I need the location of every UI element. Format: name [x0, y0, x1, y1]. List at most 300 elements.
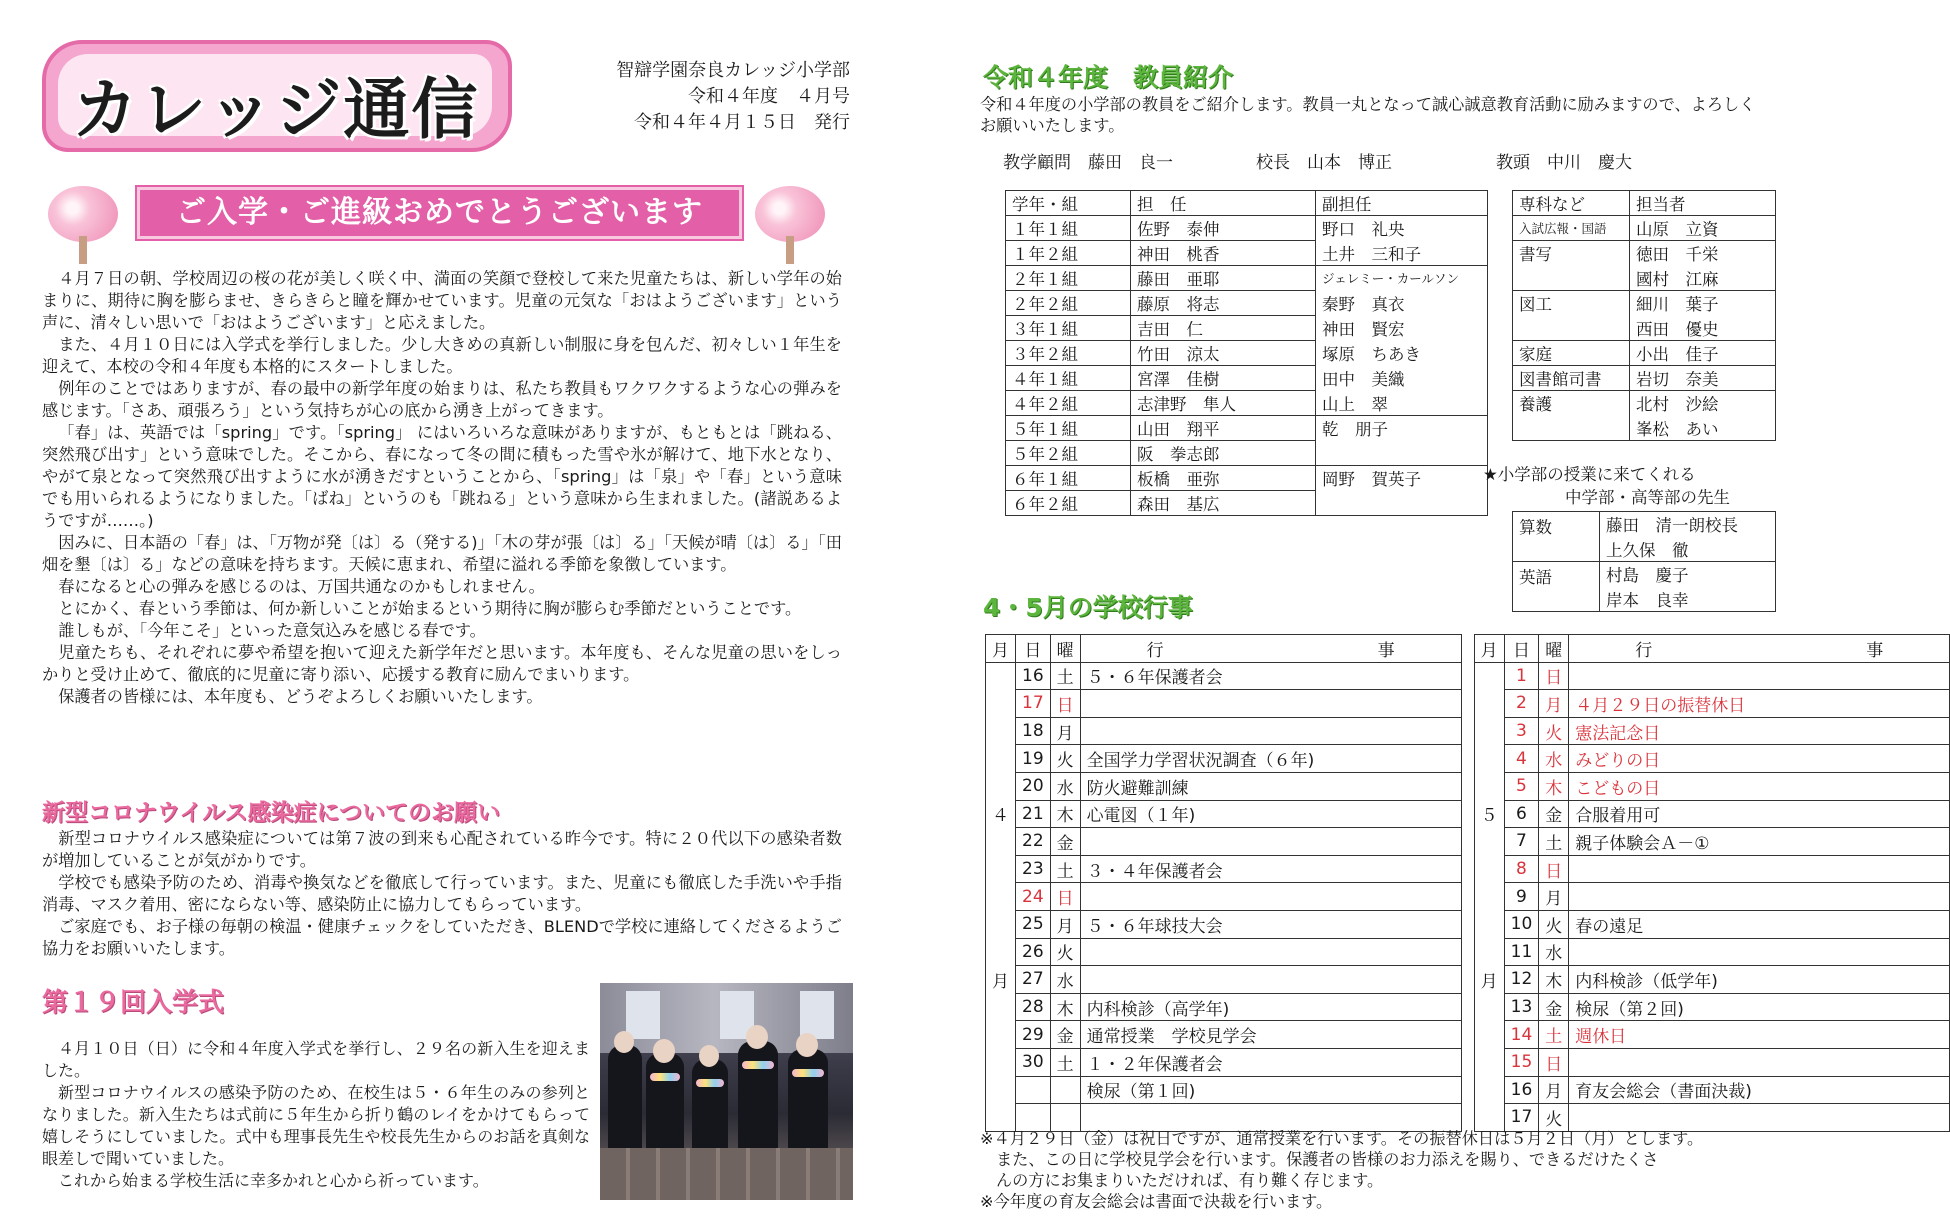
- weekday-cell: 月: [1539, 883, 1569, 911]
- weekday-cell: 日: [1539, 662, 1569, 690]
- left-page: [0, 0, 900, 1232]
- column-header: 学年・組: [1006, 191, 1131, 216]
- month-cell: [986, 938, 1016, 966]
- event-cell: [1080, 717, 1461, 745]
- table-row: [986, 938, 1950, 966]
- month-cell: [1474, 1048, 1504, 1076]
- column-gap: [1461, 662, 1474, 690]
- visiting-teachers-note: [1483, 463, 1783, 509]
- day-cell: 10: [1504, 910, 1539, 938]
- weekday-cell: 火: [1539, 717, 1569, 745]
- assistant-cell: ジェレミー・カールソン: [1316, 266, 1488, 291]
- event-cell: 検尿（第１回): [1080, 1076, 1461, 1104]
- column-header: 月: [986, 635, 1016, 663]
- month-cell: [986, 690, 1016, 718]
- table-row: [1006, 441, 1488, 466]
- subject-cell: 英語: [1513, 562, 1600, 612]
- table-header-row: [1513, 191, 1776, 216]
- day-cell: [1016, 1076, 1051, 1104]
- leader-advisor: 教学顧問 藤田 良一: [1003, 153, 1173, 173]
- column-header: 専科など: [1513, 191, 1630, 216]
- subject-cell: [1513, 266, 1630, 291]
- column-header: 月: [1474, 635, 1504, 663]
- day-cell: 6: [1504, 800, 1539, 828]
- event-cell: 心電図（１年): [1080, 800, 1461, 828]
- table-row: [986, 993, 1950, 1021]
- class-cell: ３年１組: [1006, 316, 1131, 341]
- column-gap: [1461, 717, 1474, 745]
- event-cell: [1080, 966, 1461, 994]
- column-gap: [1461, 1048, 1474, 1076]
- event-cell: みどりの日: [1569, 745, 1950, 773]
- month-cell: [1474, 662, 1504, 690]
- teacher-cell: 岸本 良幸: [1600, 587, 1776, 612]
- teacher-cell: 岩切 奈美: [1630, 366, 1776, 391]
- table-row: [986, 690, 1950, 718]
- column-header: 曜: [1539, 635, 1569, 663]
- column-gap: [1461, 938, 1474, 966]
- teacher-cell: 森田 基広: [1131, 491, 1316, 516]
- table-row: [986, 800, 1950, 828]
- assistant-cell: [1316, 441, 1488, 466]
- table-row: [986, 745, 1950, 773]
- event-cell: [1569, 855, 1950, 883]
- assistant-cell: 神田 賢宏: [1316, 316, 1488, 341]
- teacher-cell: 志津野 隼人: [1131, 391, 1316, 416]
- weekday-cell: 月: [1050, 717, 1080, 745]
- table-row: [986, 855, 1950, 883]
- table-row: [1513, 241, 1776, 266]
- table-header-row: [986, 635, 1950, 663]
- weekday-cell: 木: [1539, 772, 1569, 800]
- day-cell: 1: [1504, 662, 1539, 690]
- day-cell: 12: [1504, 966, 1539, 994]
- day-cell: 17: [1016, 690, 1051, 718]
- staff-intro: 令和４年度の小学部の教員をご紹介します。教員一丸となって誠心誠意教育活動に励みますので、よろしくお願いいたします。: [980, 95, 1756, 135]
- weekday-cell: 木: [1050, 993, 1080, 1021]
- event-cell: 週休日: [1569, 1021, 1950, 1049]
- table-row: [1006, 316, 1488, 341]
- day-cell: 18: [1016, 717, 1051, 745]
- subject-cell: 図工: [1513, 291, 1630, 316]
- class-cell: ４年１組: [1006, 366, 1131, 391]
- subject-cell: [1513, 416, 1630, 441]
- class-cell: ６年１組: [1006, 466, 1131, 491]
- teacher-cell: 村島 慶子: [1600, 562, 1776, 587]
- table-row: [986, 1021, 1950, 1049]
- column-gap: [1461, 883, 1474, 911]
- table-header-row: [1006, 191, 1488, 216]
- table-row: [986, 662, 1950, 690]
- teacher-cell: 小出 佳子: [1630, 341, 1776, 366]
- month-cell: [1474, 993, 1504, 1021]
- class-cell: ５年２組: [1006, 441, 1131, 466]
- assistant-cell: 野口 礼央: [1316, 216, 1488, 241]
- day-cell: 27: [1016, 966, 1051, 994]
- weekday-cell: 日: [1539, 1048, 1569, 1076]
- table-row: [1513, 391, 1776, 416]
- day-cell: 3: [1504, 717, 1539, 745]
- table-row: [1513, 416, 1776, 441]
- paragraph: 保護者の皆様には、本年度も、どうぞよろしくお願いいたします。: [58, 687, 543, 706]
- paragraph: 誰しもが、「今年こそ」といった意気込みを感じる春です。: [58, 621, 486, 640]
- teacher-cell: 徳田 千栄: [1630, 241, 1776, 266]
- month-cell: [986, 772, 1016, 800]
- day-cell: 5: [1504, 772, 1539, 800]
- weekday-cell: 土: [1050, 1048, 1080, 1076]
- leader-principal: 校長 山本 博正: [1256, 153, 1392, 173]
- day-cell: 21: [1016, 800, 1051, 828]
- table-row: [1513, 341, 1776, 366]
- weekday-cell: 土: [1050, 855, 1080, 883]
- subject-cell: 家庭: [1513, 341, 1630, 366]
- month-cell: [986, 993, 1016, 1021]
- entrance-ceremony-heading: 第１９回入学式: [42, 988, 225, 1018]
- day-cell: 13: [1504, 993, 1539, 1021]
- teacher-cell: 北村 沙絵: [1630, 391, 1776, 416]
- corona-article: [42, 828, 842, 960]
- column-gap: [1461, 635, 1474, 663]
- day-cell: 19: [1016, 745, 1051, 773]
- assistant-cell: 土井 三和子: [1316, 241, 1488, 266]
- month-cell: [1474, 717, 1504, 745]
- event-cell: 全国学力学習状況調査（６年): [1080, 745, 1461, 773]
- day-cell: 7: [1504, 828, 1539, 856]
- day-cell: 14: [1504, 1021, 1539, 1049]
- column-gap: [1461, 855, 1474, 883]
- class-cell: ６年２組: [1006, 491, 1131, 516]
- paragraph: 因みに、日本語の「春」は、「万物が発〔は〕る（発する)」「木の芽が張〔は〕る」「天候が晴〔は〕る」「田畑を墾〔は〕る」などの意味を持ちます。天候に恵まれ、希望に溢れる季節を象徴しています。: [42, 533, 842, 574]
- month-cell: [986, 828, 1016, 856]
- footnote-line: ※今年度の育友会総会は書面で決裁を行います。: [980, 1192, 1333, 1211]
- month-cell: [986, 883, 1016, 911]
- table-row: [986, 772, 1950, 800]
- class-cell: １年２組: [1006, 241, 1131, 266]
- event-cell: 育友会総会（書面決裁): [1569, 1076, 1950, 1104]
- greeting-article: [42, 268, 842, 708]
- table-row: [986, 910, 1950, 938]
- weekday-cell: 金: [1050, 1021, 1080, 1049]
- class-cell: ４年２組: [1006, 391, 1131, 416]
- column-header: 行 事: [1569, 635, 1950, 663]
- weekday-cell: 土: [1539, 828, 1569, 856]
- entrance-ceremony-photo: [600, 983, 853, 1200]
- column-header: 担当者: [1630, 191, 1776, 216]
- teacher-cell: 上久保 徹: [1600, 537, 1776, 562]
- assistant-cell: 秦野 真衣: [1316, 291, 1488, 316]
- subject-cell: 算数: [1513, 512, 1600, 562]
- table-row: [1006, 341, 1488, 366]
- column-header: 副担任: [1316, 191, 1488, 216]
- teacher-cell: 阪 拳志郎: [1131, 441, 1316, 466]
- event-cell: [1080, 690, 1461, 718]
- event-cell: 防火避難訓練: [1080, 772, 1461, 800]
- event-cell: ３・４年保護者会: [1080, 855, 1461, 883]
- subject-cell: 書写: [1513, 241, 1630, 266]
- staff-heading: 令和４年度 教員紹介: [983, 63, 1234, 92]
- table-row: [1513, 316, 1776, 341]
- class-cell: ３年２組: [1006, 341, 1131, 366]
- month-cell: [1474, 883, 1504, 911]
- entrance-ceremony-article: [42, 1038, 590, 1192]
- publication-info: [560, 58, 850, 136]
- column-gap: [1461, 1021, 1474, 1049]
- paragraph: ご家庭でも、お子様の毎朝の検温・健康チェックをしていただき、BLENDで学校に連絡してくださるようご協力をお願いいたします。: [42, 917, 842, 958]
- footnote-line: んの方にお集まりいただければ、有り難く存じます。: [996, 1171, 1384, 1190]
- subject-cell: [1513, 316, 1630, 341]
- paragraph: また、４月１０日には入学式を挙行しました。少し大きめの真新しい制服に身を包んだ、初々しい１年生を迎えて、本校の令和４年度も本格的にスタートしました。: [42, 335, 842, 376]
- weekday-cell: 土: [1050, 662, 1080, 690]
- teacher-cell: 藤田 清一朗校長: [1600, 512, 1776, 537]
- month-cell: [986, 1076, 1016, 1104]
- table-row: [986, 1076, 1950, 1104]
- corona-heading: 新型コロナウイルス感染症についてのお願い: [42, 800, 501, 826]
- table-row: [1513, 216, 1776, 241]
- table-row: [1006, 266, 1488, 291]
- assistant-cell: 山上 翠: [1316, 391, 1488, 416]
- day-cell: 2: [1504, 690, 1539, 718]
- event-cell: 内科検診（高学年): [1080, 993, 1461, 1021]
- month-cell: [1474, 772, 1504, 800]
- event-cell: 春の遠足: [1569, 910, 1950, 938]
- month-cell: [1474, 1076, 1504, 1104]
- paragraph: 例年のことではありますが、春の最中の新学年度の始まりは、私たち教員もワクワクするような心の弾みを感じます。「さあ、頑張ろう」という気持ちが心の底から湧き上がってきます。: [42, 379, 842, 420]
- month-cell: [986, 1048, 1016, 1076]
- table-row: [986, 1048, 1950, 1076]
- teacher-cell: 宮澤 佳樹: [1131, 366, 1316, 391]
- event-cell: [1080, 883, 1461, 911]
- column-gap: [1461, 993, 1474, 1021]
- paragraph: 「春」は、英語では「spring」です。「spring」 にはいろいろな意味がありますが、もともとは「跳ねる、突然飛び出す」という意味でした。そこから、春になって冬の間に積もった雪や氷が解けて、地下水となり、やがて泉となって突然飛び出すように水が湧きだすということから、「spring」は「泉」や「春」という意味でも用いられるようになりました。「ばね」というのも「跳ねる」という意味から生まれました。(諸説あるようですが……。): [42, 423, 842, 530]
- class-cell: ５年１組: [1006, 416, 1131, 441]
- assistant-cell: 乾 朋子: [1316, 416, 1488, 441]
- month-cell: [986, 910, 1016, 938]
- month-cell: [1474, 910, 1504, 938]
- table-row: [986, 717, 1950, 745]
- table-row: [1006, 291, 1488, 316]
- subject-cell: 入試広報・国語: [1513, 216, 1630, 241]
- table-row: [1513, 366, 1776, 391]
- event-cell: [1569, 1048, 1950, 1076]
- footnote-line: また、この日に学校見学会を行います。保護者の皆様のお力添えを賜り、できるだけたくさ: [996, 1150, 1659, 1169]
- masthead-logo: [42, 40, 512, 152]
- weekday-cell: 木: [1539, 966, 1569, 994]
- column-gap: [1461, 800, 1474, 828]
- weekday-cell: 金: [1539, 993, 1569, 1021]
- day-cell: 15: [1504, 1048, 1539, 1076]
- weekday-cell: 月: [1539, 690, 1569, 718]
- weekday-cell: 土: [1539, 1021, 1569, 1049]
- month-cell: 月: [986, 966, 1016, 994]
- class-cell: ２年１組: [1006, 266, 1131, 291]
- event-cell: 通常授業 学校見学会: [1080, 1021, 1461, 1049]
- note-line: ★小学部の授業に来てくれる: [1483, 465, 1696, 484]
- column-gap: [1461, 1076, 1474, 1104]
- month-cell: [1474, 745, 1504, 773]
- month-cell: [1474, 1021, 1504, 1049]
- month-cell: [986, 855, 1016, 883]
- month-cell: [1474, 828, 1504, 856]
- weekday-cell: 火: [1539, 1104, 1569, 1132]
- table-row: [986, 828, 1950, 856]
- footnote-line: ※４月２９日（金）は祝日ですが、通常授業を行います。その振替休日は５月２日（月）とします。: [980, 1129, 1704, 1148]
- greeting-banner: ご入学・ご進級おめでとうございます: [137, 187, 742, 239]
- events-heading: 4・5月の学校行事: [983, 593, 1193, 622]
- event-cell: 検尿（第２回): [1569, 993, 1950, 1021]
- subject-cell: 図書館司書: [1513, 366, 1630, 391]
- teacher-cell: 板橋 亜弥: [1131, 466, 1316, 491]
- table-row: [1513, 512, 1776, 537]
- table-row: [1513, 266, 1776, 291]
- column-gap: [1461, 772, 1474, 800]
- column-gap: [1461, 966, 1474, 994]
- column-header: 担 任: [1131, 191, 1316, 216]
- day-cell: 22: [1016, 828, 1051, 856]
- table-row: [986, 883, 1950, 911]
- month-cell: 月: [1474, 966, 1504, 994]
- event-cell: [1080, 938, 1461, 966]
- table-row: [1006, 216, 1488, 241]
- issue-label: 令和４年度 ４月号: [688, 86, 850, 107]
- weekday-cell: 木: [1050, 800, 1080, 828]
- paragraph: これから始まる学校生活に幸多かれと心から祈っています。: [58, 1171, 489, 1190]
- day-cell: 17: [1504, 1104, 1539, 1132]
- event-cell: １・２年保護者会: [1080, 1048, 1461, 1076]
- table-row: [1006, 391, 1488, 416]
- class-cell: １年１組: [1006, 216, 1131, 241]
- weekday-cell: 月: [1050, 910, 1080, 938]
- event-cell: ５・６年保護者会: [1080, 662, 1461, 690]
- assistant-cell: 田中 美織: [1316, 366, 1488, 391]
- column-gap: [1461, 690, 1474, 718]
- assistant-cell: 塚原 ちあき: [1316, 341, 1488, 366]
- day-cell: 26: [1016, 938, 1051, 966]
- weekday-cell: 水: [1539, 745, 1569, 773]
- paragraph: ４月７日の朝、学校周辺の桜の花が美しく咲く中、満面の笑顔で登校して来た児童たちは、新しい学年の始まりに、期待に胸を膨らませ、きらきらと瞳を輝かせています。児童の元気な「おはようございます」という声に、清々しい思いで「おはようございます」と応えました。: [42, 269, 842, 332]
- issue-date: 令和４年４月１５日 発行: [634, 112, 850, 133]
- weekday-cell: 水: [1539, 938, 1569, 966]
- weekday-cell: 水: [1050, 966, 1080, 994]
- day-cell: 9: [1504, 883, 1539, 911]
- column-header: 日: [1016, 635, 1051, 663]
- event-cell: 憲法記念日: [1569, 717, 1950, 745]
- teacher-cell: 吉田 仁: [1131, 316, 1316, 341]
- weekday-cell: 火: [1539, 910, 1569, 938]
- cherry-tree-icon: [755, 186, 825, 266]
- table-row: [1006, 466, 1488, 491]
- visiting-teachers-table: [1512, 511, 1776, 612]
- weekday-cell: 火: [1050, 938, 1080, 966]
- column-gap: [1461, 828, 1474, 856]
- teacher-cell: 國村 江麻: [1630, 266, 1776, 291]
- day-cell: 16: [1016, 662, 1051, 690]
- month-cell: [986, 717, 1016, 745]
- weekday-cell: [1050, 1076, 1080, 1104]
- day-cell: 25: [1016, 910, 1051, 938]
- table-row: [1513, 291, 1776, 316]
- month-cell: [1474, 855, 1504, 883]
- paragraph: 春になると心の弾みを感じるのは、万国共通なのかもしれません。: [58, 577, 545, 596]
- assistant-cell: [1316, 491, 1488, 516]
- teacher-cell: 峯松 あい: [1630, 416, 1776, 441]
- note-line: 中学部・高等部の先生: [1565, 488, 1730, 507]
- event-cell: ４月２９日の振替休日: [1569, 690, 1950, 718]
- paragraph: 新型コロナウイルス感染症については第７波の到来も心配されている昨今です。特に２０代以下の感染者数が増加していることが気がかりです。: [42, 829, 842, 870]
- table-row: [1006, 241, 1488, 266]
- month-cell: [986, 662, 1016, 690]
- event-cell: 合服着用可: [1569, 800, 1950, 828]
- month-cell: ５: [1474, 800, 1504, 828]
- teacher-cell: 西田 優史: [1630, 316, 1776, 341]
- column-gap: [1461, 745, 1474, 773]
- paragraph: とにかく、春という季節は、何か新しいことが始まるという期待に胸が膨らむ季節だということです。: [58, 599, 802, 618]
- teacher-cell: 佐野 泰伸: [1131, 216, 1316, 241]
- teacher-cell: 神田 桃香: [1131, 241, 1316, 266]
- event-cell: [1569, 938, 1950, 966]
- teacher-cell: 山田 翔平: [1131, 416, 1316, 441]
- event-cell: ５・６年球技大会: [1080, 910, 1461, 938]
- paragraph: 児童たちも、それぞれに夢や希望を抱いて迎えた新学年だと思います。本年度も、そんな児童の思いをしっかりと受け止めて、徹底的に児童に寄り添い、応援する教育に励んでまいります。: [42, 643, 842, 684]
- event-cell: 親子体験会Ａ－①: [1569, 828, 1950, 856]
- day-cell: 11: [1504, 938, 1539, 966]
- column-header: 曜: [1050, 635, 1080, 663]
- homeroom-table: [1005, 190, 1488, 516]
- day-cell: 28: [1016, 993, 1051, 1021]
- cherry-tree-icon: [48, 186, 118, 266]
- weekday-cell: 火: [1050, 745, 1080, 773]
- event-cell: [1569, 883, 1950, 911]
- teacher-cell: 藤田 亜耶: [1131, 266, 1316, 291]
- day-cell: 24: [1016, 883, 1051, 911]
- day-cell: 8: [1504, 855, 1539, 883]
- events-calendar-table: [985, 634, 1950, 1132]
- table-row: [1006, 491, 1488, 516]
- newsletter-title: カレッジ通信: [72, 71, 480, 148]
- teacher-cell: 山原 立資: [1630, 216, 1776, 241]
- weekday-cell: 金: [1539, 800, 1569, 828]
- events-footnote: [980, 1128, 1780, 1212]
- month-cell: [986, 1021, 1016, 1049]
- weekday-cell: 金: [1050, 828, 1080, 856]
- event-cell: 内科検診（低学年): [1569, 966, 1950, 994]
- month-cell: [1474, 938, 1504, 966]
- school-name: 智辯学園奈良カレッジ小学部: [616, 60, 850, 81]
- weekday-cell: 日: [1539, 855, 1569, 883]
- column-gap: [1461, 910, 1474, 938]
- right-page: [900, 0, 1944, 1232]
- month-cell: [986, 745, 1016, 773]
- paragraph: ４月１０日（日）に令和４年度入学式を挙行し、２９名の新入生を迎えました。: [42, 1039, 590, 1080]
- teacher-cell: 細川 葉子: [1630, 291, 1776, 316]
- day-cell: 20: [1016, 772, 1051, 800]
- day-cell: 4: [1504, 745, 1539, 773]
- column-header: 行 事: [1080, 635, 1461, 663]
- class-cell: ２年２組: [1006, 291, 1131, 316]
- table-row: [1006, 416, 1488, 441]
- event-cell: [1569, 662, 1950, 690]
- table-row: [1006, 366, 1488, 391]
- column-header: 日: [1504, 635, 1539, 663]
- event-cell: こどもの日: [1569, 772, 1950, 800]
- paragraph: 新型コロナウイルスの感染予防のため、在校生は５・６年生のみの参列となりました。新入生たちは式前に５年生から折り鶴のレイをかけてもらって嬉しそうにしていました。式中も理事長先生や校長先生からのお話を真剣な眼差しで聞いていました。: [42, 1083, 590, 1168]
- weekday-cell: 日: [1050, 690, 1080, 718]
- event-cell: [1080, 828, 1461, 856]
- table-row: [986, 966, 1950, 994]
- table-row: [1513, 562, 1776, 587]
- subject-cell: 養護: [1513, 391, 1630, 416]
- weekday-cell: 日: [1050, 883, 1080, 911]
- month-cell: ４: [986, 800, 1016, 828]
